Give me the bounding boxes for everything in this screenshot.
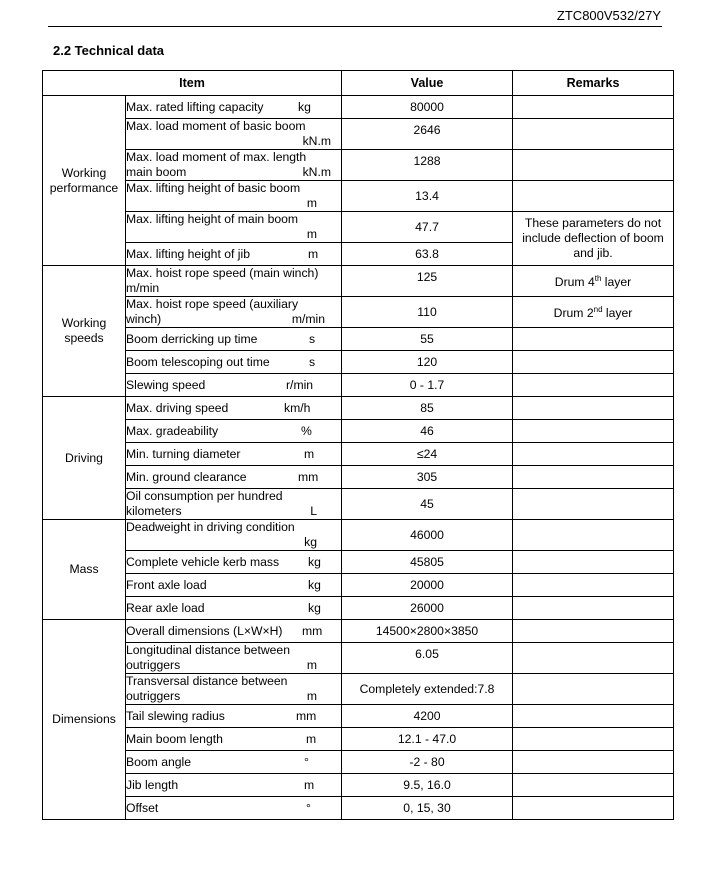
item-unit: mm <box>296 708 317 723</box>
item-cell <box>126 574 342 597</box>
item-cell <box>126 351 342 374</box>
value-cell: 0, 15, 30 <box>342 797 513 820</box>
value-cell: 13.4 <box>342 181 513 212</box>
value-cell: 80000 <box>342 96 513 119</box>
column-header-remarks: Remarks <box>513 71 674 96</box>
table-row <box>43 119 674 150</box>
item-unit: kg <box>308 577 321 592</box>
remark-cell <box>513 705 674 728</box>
item-unit: kg <box>308 600 321 615</box>
value-cell: 2646 <box>342 119 513 150</box>
item-unit: kg <box>308 554 321 569</box>
item-label: Complete vehicle kerb mass <box>126 554 280 569</box>
group-label-driving: Driving <box>43 397 126 520</box>
item-unit: m <box>306 227 318 241</box>
item-unit: m/min <box>126 281 160 295</box>
table-row <box>43 574 674 597</box>
item-cell <box>126 397 342 420</box>
item-label-line2: kilometers <box>126 504 182 518</box>
group-label-mass: Mass <box>43 520 126 620</box>
item-label: Max. hoist rope speed (auxiliary <box>126 297 299 311</box>
item-cell <box>126 751 342 774</box>
remark-cell <box>513 443 674 466</box>
item-label: Oil consumption per hundred <box>126 489 283 503</box>
item-unit: s <box>309 354 316 369</box>
item-unit: m/min <box>291 312 326 326</box>
remark-cell <box>513 351 674 374</box>
item-label: Jib length <box>126 777 179 792</box>
item-label: Deadweight in driving condition <box>126 520 295 534</box>
item-unit: kg <box>298 99 311 114</box>
item-cell <box>126 119 342 150</box>
item-label: Max. lifting height of jib <box>126 246 250 261</box>
item-label: Min. ground clearance <box>126 469 247 484</box>
item-label: Offset <box>126 800 159 815</box>
item-cell <box>126 243 342 266</box>
remark-cell <box>513 520 674 551</box>
value-cell: 12.1 - 47.0 <box>342 728 513 751</box>
remark-cell <box>513 374 674 397</box>
item-cell <box>126 181 342 212</box>
item-label: Longitudinal distance between <box>126 643 290 657</box>
value-cell: 46 <box>342 420 513 443</box>
item-cell <box>126 705 342 728</box>
remark-cell-drum-layer <box>513 297 674 328</box>
table-row <box>43 520 674 551</box>
table-row <box>43 266 674 297</box>
remark-text: layer <box>601 275 632 290</box>
remark-cell <box>513 774 674 797</box>
table-row <box>43 328 674 351</box>
value-cell: 45 <box>342 489 513 520</box>
table-row <box>43 751 674 774</box>
item-label-line2: outriggers <box>126 658 181 672</box>
item-cell <box>126 212 342 243</box>
item-label-line2: winch) <box>126 312 162 326</box>
remark-cell <box>513 674 674 705</box>
column-header-item: Item <box>43 71 342 96</box>
table-row <box>43 212 674 243</box>
value-cell: 1288 <box>342 150 513 181</box>
value-cell: 0 - 1.7 <box>342 374 513 397</box>
document-id: ZTC800V532/27Y <box>556 8 661 23</box>
item-label: Boom telescoping out time <box>126 354 270 369</box>
table-row <box>43 397 674 420</box>
table-row <box>43 797 674 820</box>
table-row <box>43 489 674 520</box>
item-cell <box>126 551 342 574</box>
item-unit: m <box>304 777 315 792</box>
remark-cell <box>513 489 674 520</box>
item-label: Max. load moment of max. length <box>126 150 307 164</box>
table-row <box>43 705 674 728</box>
value-cell: 26000 <box>342 597 513 620</box>
table-row <box>43 643 674 674</box>
value-cell: 47.7 <box>342 212 513 243</box>
item-unit: km/h <box>284 400 311 415</box>
header-rule <box>48 26 662 27</box>
item-unit: ° <box>304 754 309 769</box>
remark-cell <box>513 466 674 489</box>
item-label: Max. hoist rope speed (main winch) <box>126 266 319 280</box>
item-cell <box>126 797 342 820</box>
item-cell <box>126 297 342 328</box>
table-header-row <box>43 71 674 96</box>
value-cell: 110 <box>342 297 513 328</box>
item-label-line2: main boom <box>126 165 187 179</box>
value-cell: 6.05 <box>342 643 513 674</box>
item-unit: kN.m <box>302 134 332 148</box>
item-unit: m <box>308 246 319 261</box>
item-cell <box>126 774 342 797</box>
value-cell: 120 <box>342 351 513 374</box>
item-cell <box>126 489 342 520</box>
item-unit: kN.m <box>302 165 332 179</box>
item-cell <box>126 597 342 620</box>
item-label: Min. turning diameter <box>126 446 241 461</box>
table-row <box>43 597 674 620</box>
item-cell <box>126 443 342 466</box>
remark-cell <box>513 751 674 774</box>
item-cell <box>126 620 342 643</box>
remark-cell <box>513 119 674 150</box>
value-cell: 305 <box>342 466 513 489</box>
remark-cell <box>513 643 674 674</box>
item-label: Slewing speed <box>126 377 206 392</box>
item-unit: m <box>306 658 318 672</box>
item-unit: m <box>306 731 317 746</box>
item-cell <box>126 96 342 119</box>
item-cell <box>126 150 342 181</box>
table-row <box>43 774 674 797</box>
table-row <box>43 351 674 374</box>
item-unit: kg <box>304 535 318 549</box>
remark-cell <box>513 420 674 443</box>
table-row <box>43 181 674 212</box>
item-unit: mm <box>298 469 319 484</box>
item-unit: m <box>306 689 318 703</box>
item-label: Max. load moment of basic boom <box>126 119 306 133</box>
item-label: Boom derricking up time <box>126 331 258 346</box>
remark-superscript: th <box>594 274 602 284</box>
item-unit: s <box>309 331 316 346</box>
remark-text: Drum 4 <box>554 275 595 290</box>
item-unit: m <box>304 446 315 461</box>
remark-cell-drum-layer <box>513 266 674 297</box>
table-row <box>43 297 674 328</box>
table-row <box>43 96 674 119</box>
item-label: Overall dimensions (L×W×H) <box>126 623 283 638</box>
item-label: Max. lifting height of basic boom <box>126 181 301 195</box>
value-cell: 45805 <box>342 551 513 574</box>
remark-text: Drum 2 <box>553 306 594 321</box>
item-unit: mm <box>302 623 323 638</box>
item-cell <box>126 374 342 397</box>
item-label: Front axle load <box>126 577 207 592</box>
item-label: Max. rated lifting capacity <box>126 99 264 114</box>
group-label-dimensions: Dimensions <box>43 620 126 820</box>
item-cell <box>126 266 342 297</box>
item-cell <box>126 466 342 489</box>
item-label: Main boom length <box>126 731 223 746</box>
remark-cell <box>513 620 674 643</box>
item-label-line2: outriggers <box>126 689 181 703</box>
remark-cell-jib-note: These parameters do not include deflection of boom and jib. <box>513 212 674 266</box>
item-cell <box>126 520 342 551</box>
item-unit: ° <box>306 800 311 815</box>
value-cell: -2 - 80 <box>342 751 513 774</box>
table-row <box>43 674 674 705</box>
item-label: Tail slewing radius <box>126 708 225 723</box>
value-cell: Completely extended:7.8 <box>342 674 513 705</box>
table-row <box>43 420 674 443</box>
item-cell <box>126 420 342 443</box>
item-cell <box>126 728 342 751</box>
item-label: Transversal distance between <box>126 674 288 688</box>
remark-cell <box>513 551 674 574</box>
remark-cell <box>513 328 674 351</box>
remark-cell <box>513 150 674 181</box>
column-header-value: Value <box>342 71 513 96</box>
item-label: Max. gradeability <box>126 423 219 438</box>
item-unit: m <box>306 196 318 210</box>
remark-cell <box>513 181 674 212</box>
table-row <box>43 620 674 643</box>
item-label: Max. lifting height of main boom <box>126 212 299 226</box>
technical-data-table <box>42 70 674 820</box>
table-row <box>43 443 674 466</box>
item-unit: L <box>310 504 318 518</box>
value-cell: 46000 <box>342 520 513 551</box>
value-cell: ≤24 <box>342 443 513 466</box>
item-cell <box>126 643 342 674</box>
item-unit: % <box>301 423 312 438</box>
value-cell: 85 <box>342 397 513 420</box>
item-label: Rear axle load <box>126 600 205 615</box>
remark-superscript: nd <box>593 305 603 315</box>
value-cell: 20000 <box>342 574 513 597</box>
table-row <box>43 150 674 181</box>
value-cell: 14500×2800×3850 <box>342 620 513 643</box>
item-cell <box>126 674 342 705</box>
table-row <box>43 374 674 397</box>
value-cell: 63.8 <box>342 243 513 266</box>
table-row <box>43 728 674 751</box>
group-label-working-speeds: Working speeds <box>43 266 126 397</box>
remark-cell <box>513 574 674 597</box>
remark-cell <box>513 797 674 820</box>
remark-cell <box>513 597 674 620</box>
item-unit: r/min <box>286 377 314 392</box>
value-cell: 125 <box>342 266 513 297</box>
remark-cell <box>513 397 674 420</box>
remark-text: layer <box>602 306 633 321</box>
section-title: 2.2 Technical data <box>53 43 165 58</box>
value-cell: 9.5, 16.0 <box>342 774 513 797</box>
item-cell <box>126 328 342 351</box>
remark-cell <box>513 728 674 751</box>
item-label: Boom angle <box>126 754 192 769</box>
group-label-working-performance: Working performance <box>43 96 126 266</box>
remark-cell <box>513 96 674 119</box>
value-cell: 4200 <box>342 705 513 728</box>
table-row <box>43 466 674 489</box>
item-label: Max. driving speed <box>126 400 229 415</box>
table-row <box>43 551 674 574</box>
value-cell: 55 <box>342 328 513 351</box>
